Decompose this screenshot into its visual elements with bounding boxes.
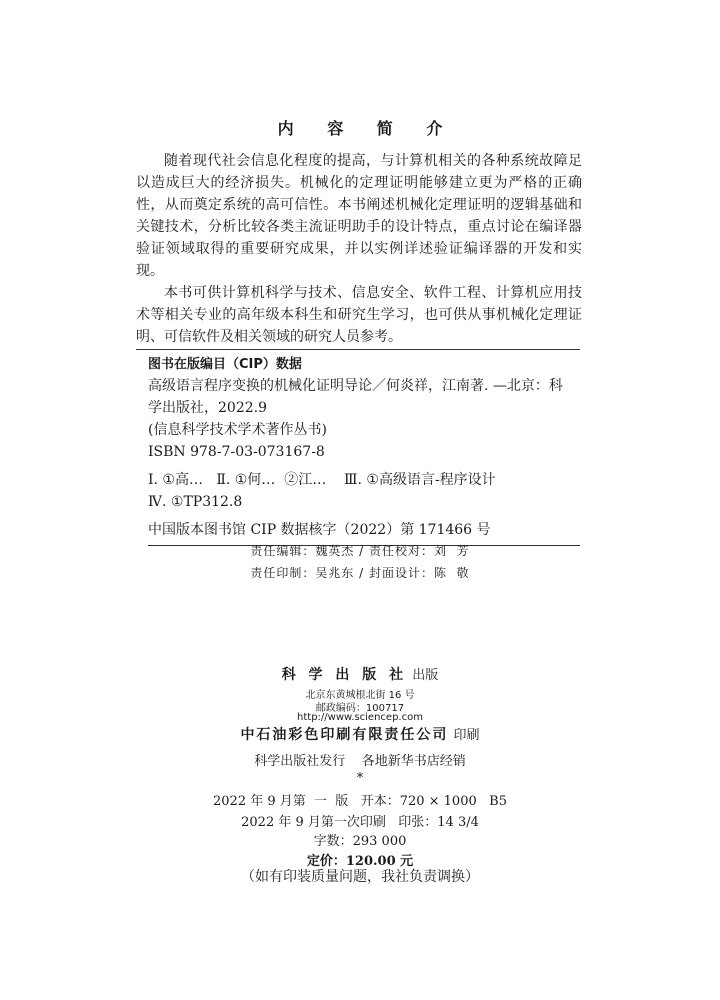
printer-suffix: 印刷 [453, 728, 480, 743]
separator: * [356, 771, 364, 786]
cip-classification [148, 469, 580, 513]
printer-line [0, 724, 720, 744]
cip-classification-line: Ⅰ. ①高… Ⅱ. ①何… ②江… Ⅲ. ①高级语言-程序设计 [148, 472, 496, 488]
summary-text [136, 150, 582, 348]
cip-series: (信息科学技术学术著作丛书) [148, 422, 327, 438]
cip-note: 中国版本图书馆 CIP 数据核字（2022）第 171466 号 [148, 519, 580, 546]
cip-block [136, 349, 580, 546]
cip-book-line: 高级语言程序变换的机械化证明导论／何炎祥，江南著. —北京：科 [148, 378, 563, 394]
publisher-suffix: 出版 [412, 668, 439, 683]
staff-line: 责任编辑：魏英杰 / 责任校对：刘 芳 [250, 544, 470, 558]
quality-notice: （如有印装质量问题，我社负责调换） [241, 869, 479, 885]
cip-book-line: 学出版社，2022.9 [148, 400, 267, 416]
printing-line: 2022 年 9 月第一次印刷 印张：14 3/4 [241, 815, 479, 830]
cip-isbn: ISBN 978-7-03-073167-8 [148, 444, 325, 460]
price: 定价：120.00 元 [306, 854, 414, 869]
cip-heading: 图书在版编目（CIP）数据 [148, 357, 302, 372]
cip-classification-line: Ⅳ. ①TP312.8 [148, 494, 243, 510]
publisher-postcode: 邮政编码：100717 [315, 703, 405, 714]
publisher-line [0, 664, 720, 684]
publisher-website: http://www.sciencep.com [297, 712, 423, 723]
summary-title: 内 容 简 介 [277, 119, 457, 138]
publisher-name: 科 学 出 版 社 [281, 667, 408, 683]
staff-line: 责任印制：吴兆东 / 封面设计：陈 敬 [250, 566, 470, 580]
word-count: 字数：293 000 [313, 834, 407, 849]
edition-line: 2022 年 9 月第 一 版 开本：720 × 1000 B5 [213, 794, 507, 809]
summary-paragraph: 本书可供计算机科学与技术、信息安全、软件工程、计算机应用技术等相关专业的高年级本科生和研究生学习，也可供从事机械化定理证明、可信软件及相关领域的研究人员参考。 [136, 285, 582, 345]
summary-paragraph: 随着现代社会信息化程度的提高，与计算机相关的各种系统故障足以造成巨大的经济损失。机械化的定理证明能够建立更为严格的正确性，从而奠定系统的高可信性。本书阐述机械化定理证明的逻辑基础和关键技术，分析比较各类主流证明助手的设计特点，重点讨论在编译器验证领域取得的重要研究成果，并以实例详述验证编译器的开发和实现。 [136, 153, 582, 279]
cip-record [148, 375, 580, 463]
distribution-line: 科学出版社发行 各地新华书店经销 [254, 754, 466, 769]
publisher-address: 北京东黄城根北街 16 号 [305, 690, 415, 701]
printer-name: 中石油彩色印刷有限责任公司 [240, 727, 449, 743]
